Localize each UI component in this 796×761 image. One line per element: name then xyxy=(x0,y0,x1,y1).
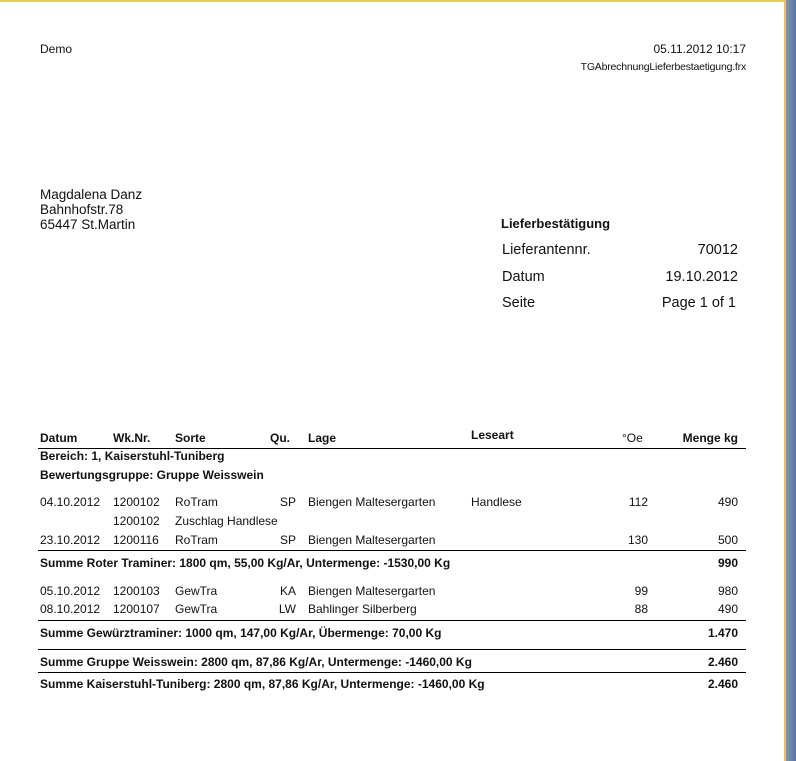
col-leseart: Leseart xyxy=(471,428,514,442)
table-row xyxy=(38,602,746,620)
table-row xyxy=(38,495,746,513)
cell-leseart: Handlese xyxy=(471,495,522,509)
info-row-datum xyxy=(502,269,738,287)
info-label: Seite xyxy=(502,295,536,311)
divider xyxy=(38,672,746,673)
cell-oe: 88 xyxy=(634,602,648,616)
document-title: Lieferbestätigung xyxy=(501,216,611,231)
cell-menge: 490 xyxy=(717,602,738,616)
cell-qu: SP xyxy=(279,533,296,547)
table-header xyxy=(38,428,746,449)
col-menge: Menge kg xyxy=(682,431,738,445)
col-qu: Qu. xyxy=(270,431,290,445)
cell-qu: KA xyxy=(279,584,296,598)
recipient-name: Magdalena Danz xyxy=(40,187,143,202)
cell-datum: 04.10.2012 xyxy=(40,495,101,509)
cell-sorte: RoTram xyxy=(175,533,218,547)
info-value: Page 1 of 1 xyxy=(661,295,736,311)
cell-lage: Biengen Maltesergarten xyxy=(308,584,436,598)
table-row xyxy=(38,514,746,532)
cell-sorte: GewTra xyxy=(175,602,218,616)
sum-label: Summe Roter Traminer: 1800 qm, 55,00 Kg/Ar, Untermenge: -1530,00 Kg xyxy=(40,556,451,570)
recipient-address xyxy=(40,187,142,232)
cell-oe: 112 xyxy=(628,495,648,509)
divider xyxy=(38,649,746,650)
col-sorte: Sorte xyxy=(175,431,206,445)
sum-value: 2.460 xyxy=(707,677,738,691)
recipient-street: Bahnhofstr.78 xyxy=(40,202,124,217)
info-row-seite xyxy=(502,295,738,313)
divider xyxy=(38,550,746,551)
cell-wknr: 1200102 xyxy=(113,514,160,528)
cell-sorte: Zuschlag Handlese xyxy=(175,514,278,528)
info-value: 70012 xyxy=(697,242,738,258)
col-oe: °Oe xyxy=(622,431,643,445)
sum-label: Summe Gewürztraminer: 1000 qm, 147,00 Kg/Ar, Übermenge: 70,00 Kg xyxy=(40,626,442,640)
cell-wknr: 1200103 xyxy=(113,584,160,598)
cell-datum: 23.10.2012 xyxy=(40,533,101,547)
cell-datum: 08.10.2012 xyxy=(40,602,101,616)
cell-wknr: 1200107 xyxy=(113,602,160,616)
print-datetime: 05.11.2012 10:17 xyxy=(653,42,746,56)
report-filename: TGAbrechnungLieferbestaetigung.frx xyxy=(580,61,746,73)
sum-value: 1.470 xyxy=(707,626,738,640)
cell-lage: Biengen Maltesergarten xyxy=(308,495,436,509)
company-name: Demo xyxy=(40,42,73,56)
cell-menge: 500 xyxy=(717,533,738,547)
cell-menge: 980 xyxy=(717,584,738,598)
cell-sorte: RoTram xyxy=(175,495,218,509)
cell-wknr: 1200102 xyxy=(113,495,160,509)
info-value: 19.10.2012 xyxy=(665,269,738,285)
sum-value: 2.460 xyxy=(707,655,738,669)
sum-label: Summe Gruppe Weisswein: 2800 qm, 87,86 Kg/Ar, Untermenge: -1460,00 Kg xyxy=(40,655,472,669)
cell-qu: LW xyxy=(278,602,296,616)
table-row xyxy=(38,584,746,602)
col-lage: Lage xyxy=(308,431,337,445)
cell-qu: SP xyxy=(279,495,296,509)
info-label: Datum xyxy=(502,269,545,285)
bewertungsgruppe-heading: Bewertungsgruppe: Gruppe Weisswein xyxy=(40,468,264,482)
info-label: Lieferantennr. xyxy=(502,242,591,258)
cell-sorte: GewTra xyxy=(175,584,218,598)
sum-value: 990 xyxy=(717,556,738,570)
cell-lage: Bahlinger Silberberg xyxy=(308,602,417,616)
cell-oe: 99 xyxy=(634,584,648,598)
cell-oe: 130 xyxy=(627,533,648,547)
viewer-side-strip xyxy=(786,0,796,761)
cell-menge: 490 xyxy=(717,495,738,509)
col-datum: Datum xyxy=(40,431,78,445)
divider xyxy=(38,620,746,621)
cell-datum: 05.10.2012 xyxy=(40,584,101,598)
sum-label: Summe Kaiserstuhl-Tuniberg: 2800 qm, 87,86 Kg/Ar, Untermenge: -1460,00 Kg xyxy=(40,677,485,691)
bereich-heading: Bereich: 1, Kaiserstuhl-Tuniberg xyxy=(40,449,225,463)
recipient-city: 65447 St.Martin xyxy=(40,217,136,232)
col-wknr: Wk.Nr. xyxy=(113,431,151,445)
info-row-lieferantennr xyxy=(502,242,738,260)
table-row xyxy=(38,533,746,551)
cell-wknr: 1200116 xyxy=(113,533,159,547)
cell-lage: Biengen Maltesergarten xyxy=(308,533,436,547)
